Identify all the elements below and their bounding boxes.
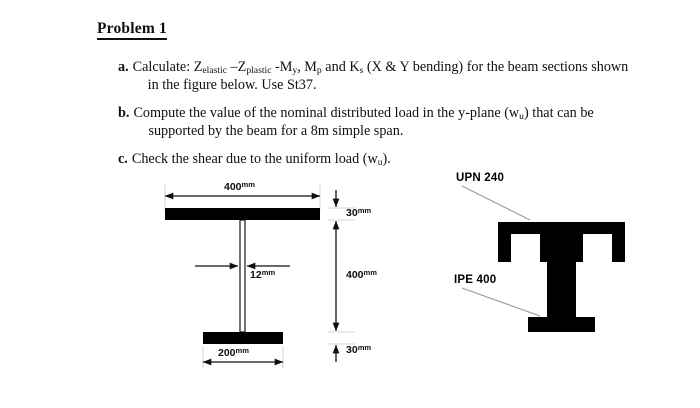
q-a-sub-elastic: elastic [202, 65, 227, 77]
q-a-sub-p: p [316, 65, 322, 77]
dim-label-bottom-flange-thickness [346, 344, 371, 356]
dim-label-top-flange-width [224, 181, 255, 193]
q-b-seg2: ) that can be [524, 104, 594, 121]
dim-unit-bottom-width: mm [235, 345, 249, 355]
question-text-b [133, 104, 658, 141]
q-c-seg1: Check the shear due to the uniform load (w [131, 150, 378, 167]
question-item-b [118, 104, 658, 141]
question-list [118, 58, 658, 177]
q-a-sub-y: y [292, 65, 298, 77]
q-a-sub-s: s [359, 65, 364, 77]
dim-value-top-width: 400 [224, 181, 242, 193]
q-b-line2: supported by the beam for a 8m simple span. [148, 123, 404, 140]
page-title: Problem 1 [97, 21, 167, 40]
q-b-seg1: Compute the value of the nominal distributed load in the y-plane (w [133, 104, 520, 121]
i-section-drawing [150, 170, 410, 400]
question-item-c [118, 150, 658, 168]
q-a-sub-plastic: plastic [246, 65, 272, 77]
ipe-400-web [547, 234, 576, 317]
q-a-seg3: -M [271, 59, 293, 75]
q-a-seg5: and K [321, 59, 360, 75]
dim-label-web-depth [346, 269, 377, 281]
dim-value-top-thickness: 30 [346, 207, 358, 219]
question-marker-c: c. [118, 150, 128, 167]
figures-area [0, 170, 700, 408]
bottom-flange [203, 332, 283, 344]
ipe-400-bottom-flange [528, 317, 595, 332]
dim-label-bottom-flange-width [218, 347, 249, 359]
question-text-c [132, 150, 658, 168]
q-c-sub-u: u [377, 156, 383, 168]
q-c-seg2: ). [382, 150, 391, 167]
dim-value-bottom-thickness: 30 [346, 344, 358, 356]
label-ipe-400: IPE 400 [454, 274, 497, 286]
dim-label-web-thickness [250, 269, 275, 281]
leader-line-ipe [462, 288, 540, 316]
question-marker-a: a. [118, 59, 129, 75]
dim-value-web-thickness: 12 [250, 269, 262, 281]
figure-dimensioned-i-section [150, 170, 410, 400]
dim-unit-top-thickness: mm [357, 205, 372, 215]
composite-section-drawing [440, 170, 690, 370]
dim-value-bottom-width: 200 [218, 347, 236, 359]
question-item-a [118, 58, 658, 95]
label-upn-240: UPN 240 [456, 172, 505, 184]
top-flange [165, 208, 320, 220]
q-a-seg2: –Z [227, 59, 247, 75]
dim-unit-bottom-thickness: mm [357, 342, 372, 352]
web [240, 220, 245, 332]
q-a-seg4: , M [297, 59, 317, 75]
leader-line-upn [462, 186, 530, 220]
question-text-a [133, 58, 658, 95]
question-marker-b: b. [118, 104, 130, 121]
dim-value-web-depth: 400 [346, 269, 364, 281]
dim-unit-web-depth: mm [363, 267, 377, 277]
dim-label-top-flange-thickness [346, 207, 371, 219]
dim-unit-web-thickness: mm [261, 267, 276, 277]
q-a-seg6: (X & Y bending) for the beam sections shown [363, 59, 629, 75]
q-b-sub-u: u [519, 111, 524, 123]
q-a-seg1: Calculate: Z [132, 59, 203, 75]
dim-unit-top-width: mm [241, 179, 255, 189]
figure-composite-section [440, 170, 690, 370]
q-a-line2: in the figure below. Use St37. [147, 77, 317, 94]
